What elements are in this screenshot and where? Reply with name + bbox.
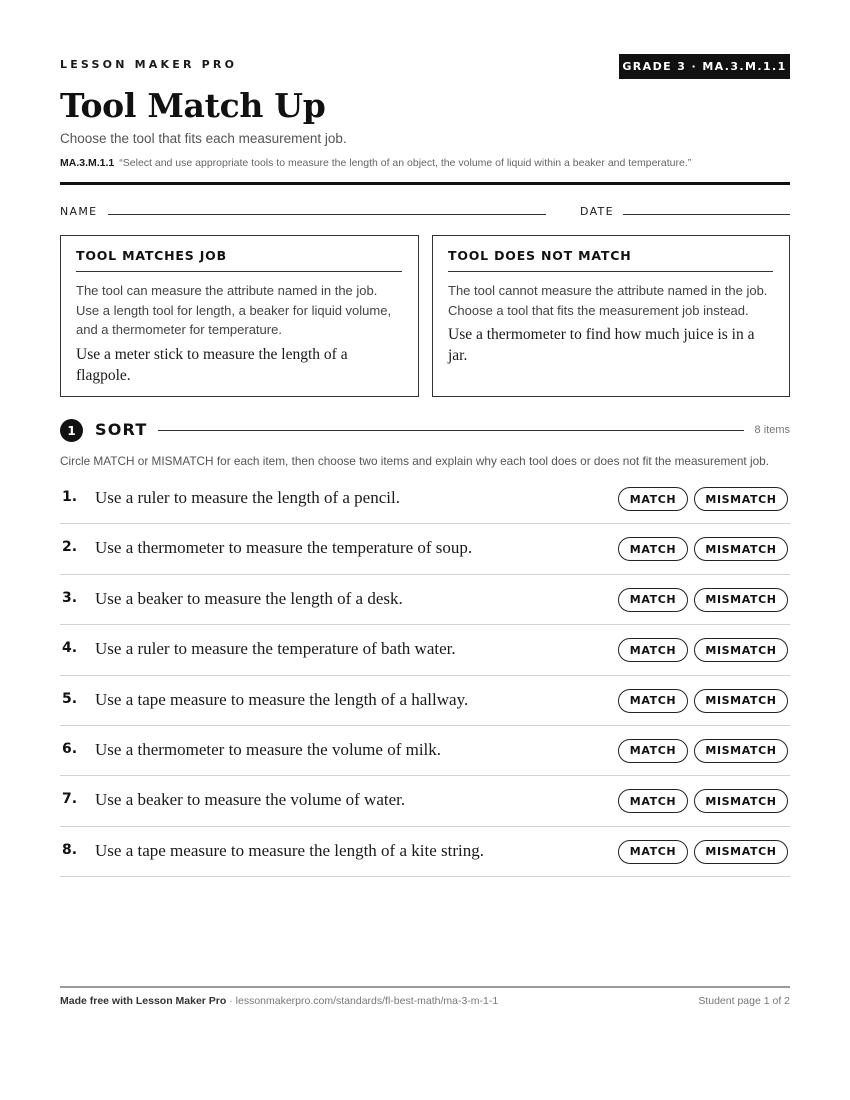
item-number: 2. bbox=[62, 539, 78, 556]
list-item bbox=[60, 726, 790, 776]
footer-brand: Made free with Lesson Maker Pro bbox=[60, 995, 227, 1007]
definition-heading: TOOL DOES NOT MATCH bbox=[448, 248, 773, 272]
mismatch-option[interactable]: MISMATCH bbox=[694, 689, 788, 713]
mismatch-option[interactable]: MISMATCH bbox=[694, 739, 788, 763]
worksheet-page bbox=[60, 0, 790, 1100]
list-item bbox=[60, 676, 790, 726]
footer-credit bbox=[60, 995, 498, 1007]
list-item bbox=[60, 575, 790, 625]
definition-example: Use a meter stick to measure the length of a flagpole. bbox=[76, 345, 348, 384]
section-title: SORT bbox=[95, 420, 148, 439]
mismatch-option[interactable]: MISMATCH bbox=[694, 840, 788, 864]
section-number-badge: 1 bbox=[60, 419, 83, 442]
standard-code: MA.3.M.1.1 bbox=[60, 157, 115, 169]
standard-line bbox=[60, 157, 691, 169]
date-label: DATE bbox=[580, 205, 614, 218]
item-text: Use a beaker to measure the volume of water. bbox=[95, 790, 406, 810]
match-option[interactable]: MATCH bbox=[618, 739, 688, 763]
item-text: Use a tape measure to measure the length of a hallway. bbox=[95, 689, 469, 709]
item-number: 1. bbox=[62, 489, 78, 505]
header-divider bbox=[60, 182, 790, 185]
name-label: NAME bbox=[60, 205, 98, 218]
mismatch-option[interactable]: MISMATCH bbox=[694, 487, 788, 511]
section-divider bbox=[158, 430, 744, 431]
match-option[interactable]: MATCH bbox=[618, 840, 688, 864]
item-text: Use a ruler to measure the length of a pencil. bbox=[95, 488, 400, 507]
section-instructions: Circle MATCH or MISMATCH for each item, then choose two items and explain why each tool does or does not fit the measurement job. bbox=[60, 454, 769, 468]
match-option[interactable]: MATCH bbox=[618, 588, 688, 612]
list-item bbox=[60, 524, 790, 574]
item-text: Use a beaker to measure the length of a desk. bbox=[95, 588, 403, 608]
item-number: 7. bbox=[62, 791, 78, 808]
list-item bbox=[60, 776, 790, 826]
item-number: 4. bbox=[62, 640, 78, 657]
item-count: 8 items bbox=[754, 424, 790, 436]
item-number: 6. bbox=[62, 740, 78, 757]
brand-name: LESSON MAKER PRO bbox=[60, 58, 238, 71]
item-text: Use a ruler to measure the temperature of bath water. bbox=[95, 639, 456, 659]
mismatch-option[interactable]: MISMATCH bbox=[694, 537, 788, 561]
page-subtitle: Choose the tool that fits each measurement job. bbox=[60, 131, 347, 146]
item-list bbox=[60, 474, 790, 877]
item-number: 5. bbox=[62, 690, 78, 707]
mismatch-option[interactable]: MISMATCH bbox=[694, 588, 788, 612]
match-option[interactable]: MATCH bbox=[618, 689, 688, 713]
mismatch-option[interactable]: MISMATCH bbox=[694, 789, 788, 813]
definition-example: Use a thermometer to find how much juice is in a jar. bbox=[448, 326, 755, 364]
definition-heading: TOOL MATCHES JOB bbox=[76, 248, 402, 272]
item-text: Use a tape measure to measure the length of a kite string. bbox=[95, 840, 484, 860]
definition-body: The tool can measure the attribute named in the job. Use a length tool for length, a beaker for liquid volume, and a thermometer for temperature. bbox=[76, 283, 392, 337]
definition-box-mismatch bbox=[432, 235, 790, 397]
mismatch-option[interactable]: MISMATCH bbox=[694, 638, 788, 662]
item-text: Use a thermometer to measure the volume of milk. bbox=[95, 739, 442, 759]
definition-body: The tool cannot measure the attribute named in the job. Choose a tool that fits the measurement job instead. bbox=[448, 283, 768, 318]
date-field[interactable] bbox=[623, 214, 790, 215]
standard-text: “Select and use appropriate tools to measure the length of an object, the volume of liquid within a beaker and temperature.” bbox=[119, 157, 692, 169]
match-option[interactable]: MATCH bbox=[618, 638, 688, 662]
definition-box-match bbox=[60, 235, 419, 397]
match-option[interactable]: MATCH bbox=[618, 789, 688, 813]
item-number: 8. bbox=[62, 841, 78, 858]
page-title: Tool Match Up bbox=[60, 86, 326, 125]
footer-url[interactable]: · lessonmakerpro.com/standards/fl-best-math/ma-3-m-1-1 bbox=[226, 995, 499, 1007]
grade-badge: GRADE 3 · MA.3.M.1.1 bbox=[619, 54, 790, 79]
match-option[interactable]: MATCH bbox=[618, 537, 688, 561]
list-item bbox=[60, 474, 790, 524]
list-item bbox=[60, 625, 790, 675]
list-item bbox=[60, 827, 790, 877]
match-option[interactable]: MATCH bbox=[618, 487, 688, 511]
footer-divider bbox=[60, 986, 790, 988]
item-text: Use a thermometer to measure the temperature of soup. bbox=[95, 538, 473, 558]
page-indicator: Student page 1 of 2 bbox=[698, 995, 790, 1007]
item-number: 3. bbox=[62, 589, 78, 606]
name-field[interactable] bbox=[108, 214, 546, 215]
